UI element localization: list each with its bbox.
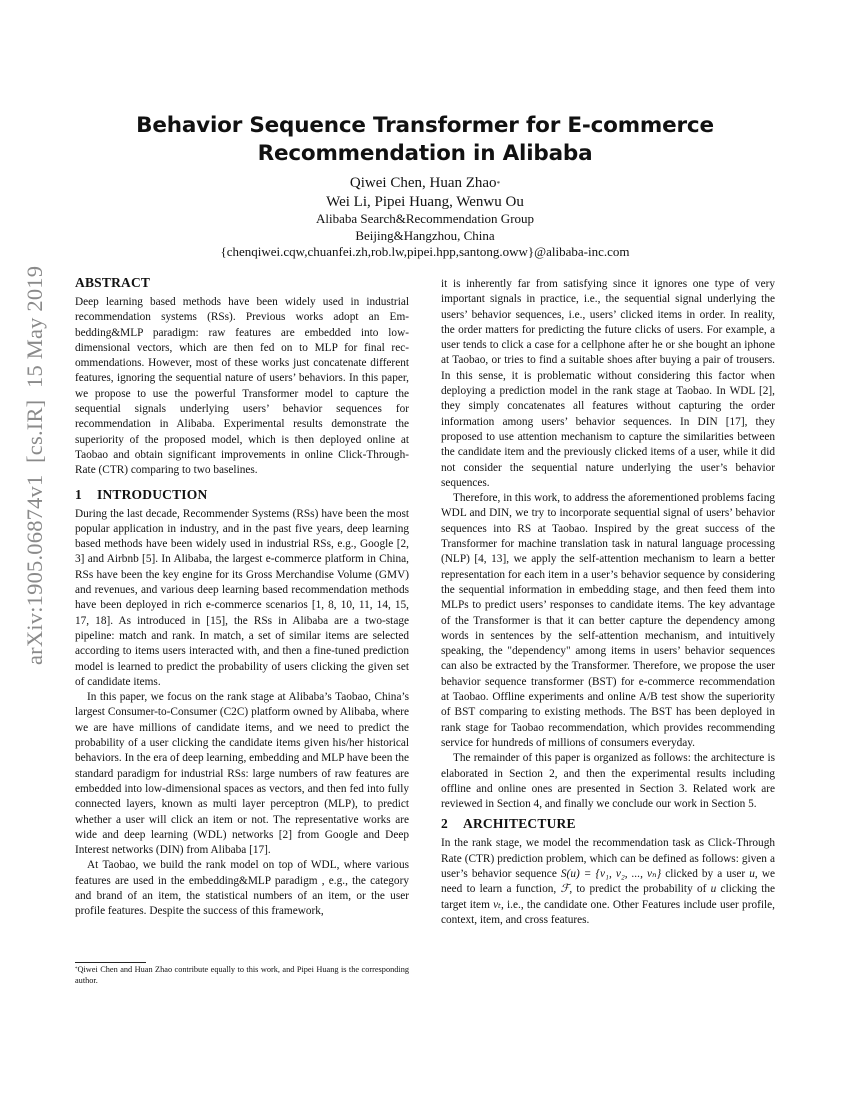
intro-paragraph-5: Therefore, in this work, to address the aforementioned problems facing WDL and DIN, we try to incorporate sequential signal of users’ behavior sequences into RS at Taobao. Inspired by the great success of the Transformer for machine translation task in natural language processing (NLP) [4, 13], we apply the self-attention mechanism to learn a better representation for each item in a user’s behavior sequence by considering the sequential information in embedding stage, and then feed them into MLPs to predict users’ responses to candidate items. The key advantage of the Transformer is that it can better capture the dependency among words in sentences by the self-attention mechanism, and intuitively speaking, the "dependency" among items in users’ behavior sequences can also be extracted by the Transformer. Therefore, we propose the user behavior sequence transformer (BST) for e-commerce recommendation at Taobao. Offline experiments and online A/B test show the superiority of BST comparing to existing methods. The BST has been deployed in rank stage for Taobao recommendation, which provides recommending service for hundreds of millions of consumers everyday.	[441, 492, 775, 749]
math-behavior-sequence: S(u) = {v₁, v₂, ..., vₙ}	[560, 867, 662, 880]
footnote-text: Qiwei Chen and Huan Zhao contribute equally to this work, and Pipei Huang is the corresponding author.	[75, 965, 409, 985]
section-number: 2	[441, 816, 448, 832]
intro-paragraph-6: The remainder of this paper is organized as follows: the architecture is elaborated in Section 2, and then the experimental results including offline and online ones are presented in Section 3. Related work are reviewed in Section 4, and finally we conclude our work in Section 5.	[441, 752, 775, 811]
title-block	[75, 112, 775, 261]
paper-title-line-1: Behavior Sequence Transformer for E-commerce	[136, 113, 714, 138]
left-column	[75, 274, 409, 920]
paper-title	[75, 112, 775, 168]
introduction-heading	[75, 486, 409, 504]
footnote-marker: *	[75, 967, 78, 972]
section-title: INTRODUCTION	[97, 486, 208, 502]
authors-line-2: Wei Li, Pipei Huang, Wenwu Ou	[326, 193, 524, 210]
authors-line-1: Qiwei Chen, Huan Zhao	[349, 175, 497, 191]
location: Beijing&Hangzhou, China	[355, 227, 495, 243]
abstract-heading: ABSTRACT	[75, 275, 151, 290]
footnote	[75, 964, 409, 986]
text-run: In the rank stage, we model the recommendation task as Click-Through Rate (CTR) prediction problem, which can be defined as follows: given a user’s behavior sequence	[441, 837, 775, 880]
arxiv-identifier-stamp: arXiv:1905.06874v1 [cs.IR] 15 May 2019	[22, 265, 47, 665]
math-user: u	[749, 867, 755, 880]
authors	[75, 174, 775, 211]
author-emails: {chenqiwei.cqw,chuanfei.zh,rob.lw,pipei.hpp,santong.oww}@alibaba-inc.com	[220, 244, 630, 259]
text-run: , we need to learn a function,	[441, 867, 775, 896]
math-target-item: vₜ	[493, 898, 501, 911]
architecture-paragraph	[441, 836, 775, 928]
intro-paragraph-3: At Taobao, we build the rank model on top of WDL, where various features are used in the embedding&MLP paradigm , e.g., the category and brand of an item, the statistical numbers of an item, or the user profile features. Despite the success of this framework,	[75, 859, 409, 918]
text-run: clicking the target item	[441, 883, 775, 911]
math-user: u	[710, 883, 717, 896]
intro-paragraph-1: During the last decade, Recommender Systems (RSs) have been the most popular application in industry, and in the past five years, deep learning based methods have been widely used in industrial RSs, e.g., Google [2, 3] and Airbnb [5]. In Alibaba, the largest e-commerce platform in China, RSs have been the key engine for its Gross Merchandise Volume (GMV) and revenues, and various deep learning based recommendation methods have been deployed in rich e-commerce scenarios [1, 8, 10, 11, 14, 15, 17, 18]. As introduced in [15], the RSs in Alibaba are a two-stage pipeline: match and rank. In match, a set of similar items are selected according to items users interacted with, and then a fine-tuned prediction model is learned to predict the probability of users clicking the given set of candidate items.	[75, 507, 409, 688]
text-run: , i.e., the candidate one. Other Features include user profile, context, item, and cross features.	[441, 898, 775, 926]
abstract-text: Deep learning based methods have been widely used in industrial recommendation systems (RSs). Previous works adopt an Embedding&MLP paradigm: raw features are embedded into low-dimensional vectors, which are then fed on to MLP for final recommendations. However, most of these works just concatenate different features, ignoring the sequential nature of users’ behaviors. In this paper, we propose to use the powerful Transformer model to capture the sequential signals underlying users’ behavior sequences for recommendation in Alibaba. Experimental results demonstrate the superiority of the proposed model, which is then deployed online at Taobao and obtain significant improvements in online Click-Through-Rate (CTR) comparing to two baselines.	[75, 296, 409, 477]
footnote-divider	[75, 962, 146, 963]
text-run: , to predict the probability of	[569, 883, 711, 896]
paper-title-line-2: Recommendation in Alibaba	[257, 141, 593, 166]
affiliation: Alibaba Search&Recommendation Group	[315, 211, 535, 226]
right-column	[441, 277, 775, 928]
text-run: clicked by a user	[661, 867, 750, 880]
section-title: ARCHITECTURE	[463, 816, 576, 832]
architecture-heading	[441, 815, 775, 833]
section-number: 1	[75, 486, 82, 502]
math-function: ℱ	[560, 883, 570, 896]
intro-paragraph-4: it is inherently far from satisfying since it ignores one type of very important signals in practice, i.e., the sequential signal underlying the users’ behavior sequences, i.e., users’ clicked items in order. In reality, the order matters for predicting the future clicks of users. For example, a user tends to click a case for a cellphone after he or she bought an iphone at Taobao, or tries to find a suitable shoes after buying a pair of trousers. In this sense, it is problematic without considering this factor when deploying a prediction model in the rank stage at Taobao. In WDL [2], they simply concatenates all features without capturing the order information among users’ behavior sequences. In DIN [17], they proposed to use attention mechanism to capture the similarities between the candidate item and the previously clicked items of a user, while it did not consider the sequential nature underlying the user’s behavior sequences.	[441, 278, 775, 489]
intro-paragraph-2: In this paper, we focus on the rank stage at Alibaba’s Taobao, China’s largest Consumer-to-Consumer (C2C) platform owned by Alibaba, where we are have millions of candidate items, and we need to predict the probability of a user clicking the candidate items given his/her historical behaviors. In the era of deep learning, embedding and MLP have been the standard paradigm for industrial RSs: large numbers of raw features are embedded into low-dimensional spaces as vectors, and then fed into fully connected layers, known as multi layer perceptron (MLP), to predict whether a user will click an item or not. The representative works are wide and deep learning (WDL) networks [2] from Google and Deep Interest networks (DIN) from Alibaba [17].	[75, 691, 409, 857]
author-footnote-marker: *	[496, 180, 501, 188]
